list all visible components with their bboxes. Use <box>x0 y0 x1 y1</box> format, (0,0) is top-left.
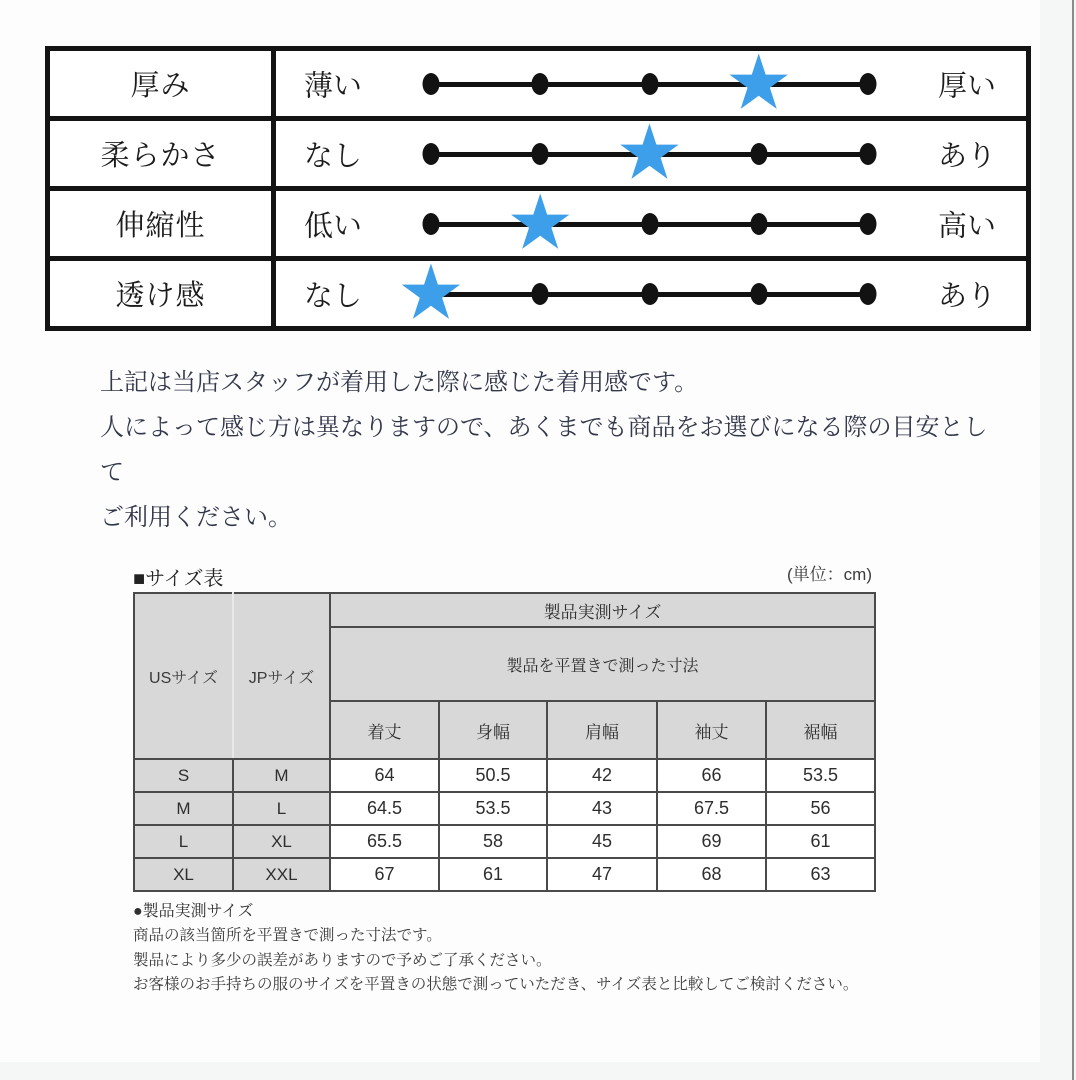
scale-dot <box>750 283 767 305</box>
measure-value: 47 <box>547 858 657 891</box>
scale-dot <box>860 143 877 165</box>
rating-scale <box>276 246 1026 336</box>
us-size-header: USサイズ <box>134 593 233 759</box>
scale-min-label: なし <box>304 280 363 312</box>
size-table-row <box>134 858 875 891</box>
footnote-line: お客様のお手持ちの服のサイズを平置きの状態で測っていただき、サイズ表と比較してご検討ください。 <box>133 976 859 993</box>
rating-star-icon: ★ <box>724 36 793 126</box>
rating-star-icon: ★ <box>396 246 466 336</box>
size-table-row <box>134 759 875 792</box>
us-size-cell: XL <box>134 858 233 891</box>
rating-star-icon: ★ <box>615 106 684 196</box>
measure-header: 袖丈 <box>657 701 766 759</box>
measure-value: 45 <box>547 825 657 858</box>
wear-feel-row-stretch <box>50 176 1026 266</box>
measure-header: 裾幅 <box>766 701 875 759</box>
scale-dot <box>750 143 767 165</box>
unit-label: (単位：cm) <box>787 565 872 584</box>
measure-value: 69 <box>657 825 766 858</box>
size-footnote <box>133 900 1013 998</box>
measure-value: 64.5 <box>330 792 439 825</box>
scale-max-label: あり <box>937 280 996 312</box>
rating-scale <box>276 176 1026 266</box>
measure-value: 53.5 <box>439 792 547 825</box>
scale-dot <box>423 143 440 165</box>
measure-header: 身幅 <box>439 701 547 759</box>
measure-value: 64 <box>330 759 439 792</box>
size-table <box>133 592 876 892</box>
scale-max-label: 高い <box>937 210 996 242</box>
rating-star-icon: ★ <box>506 176 575 266</box>
scale-max-label: あり <box>937 140 996 172</box>
property-label: 柔らかさ <box>50 121 276 186</box>
usage-note-line: 人によって感じ方は異なりますので、あくまでも商品をお選びになる際の目安として <box>100 414 988 486</box>
jp-size-cell: XL <box>233 825 330 858</box>
measure-value: 63 <box>766 858 875 891</box>
size-table-row <box>134 792 875 825</box>
scale-dot <box>860 283 877 305</box>
measure-value: 61 <box>766 825 875 858</box>
usage-note-line: 上記は当店スタッフが着用した際に感じた着用感です。 <box>100 369 699 396</box>
page-edge-line <box>1072 0 1074 1080</box>
wear-feel-row-sheerness <box>50 246 1026 336</box>
footnote-line: 製品により多少の誤差がありますので予めご了承ください。 <box>133 951 552 969</box>
property-label: 厚み <box>50 51 276 116</box>
scale-dot <box>641 73 658 95</box>
scale-dot <box>641 283 658 305</box>
measure-value: 58 <box>439 825 547 858</box>
scale-max-label: 厚い <box>937 70 996 102</box>
wear-feel-row-thickness <box>50 36 1026 126</box>
measure-value: 61 <box>439 858 547 891</box>
jp-size-cell: L <box>233 792 330 825</box>
us-size-cell: L <box>134 825 233 858</box>
scale-dot <box>860 73 877 95</box>
scale-min-label: なし <box>304 140 363 172</box>
footnote-heading: ●製品実測サイズ <box>133 903 254 920</box>
wear-feel-table <box>45 36 1031 336</box>
size-table-row <box>134 825 875 858</box>
scale-min-label: 低い <box>304 210 363 242</box>
footnote-line: 商品の該当箇所を平置きで測った寸法です。 <box>133 927 442 944</box>
measure-value: 56 <box>766 792 875 825</box>
measure-header: 肩幅 <box>547 701 657 759</box>
scale-dot <box>750 213 767 235</box>
rating-scale <box>276 106 1026 196</box>
measure-value: 67 <box>330 858 439 891</box>
jp-size-header: JPサイズ <box>233 593 330 759</box>
scale-dot <box>423 73 440 95</box>
size-section-title: ■サイズ表 <box>133 568 224 590</box>
scale-dot <box>423 213 440 235</box>
measure-value: 43 <box>547 792 657 825</box>
scale-dot <box>641 213 658 235</box>
jp-size-cell: M <box>233 759 330 792</box>
property-label: 透け感 <box>50 261 276 326</box>
scale-dot <box>532 283 549 305</box>
group-header: 製品実測サイズ <box>330 593 875 627</box>
measure-value: 68 <box>657 858 766 891</box>
scale-dot <box>860 213 877 235</box>
measure-value: 66 <box>657 759 766 792</box>
scale-dot <box>532 143 549 165</box>
usage-note-line: ご利用ください。 <box>100 504 292 531</box>
property-label: 伸縮性 <box>50 191 276 256</box>
usage-note <box>100 360 1000 540</box>
us-size-cell: M <box>134 792 233 825</box>
measure-value: 50.5 <box>439 759 547 792</box>
measure-value: 53.5 <box>766 759 875 792</box>
measure-header: 着丈 <box>330 701 439 759</box>
us-size-cell: S <box>134 759 233 792</box>
measure-value: 65.5 <box>330 825 439 858</box>
jp-size-cell: XXL <box>233 858 330 891</box>
scale-dot <box>532 73 549 95</box>
wear-feel-row-softness <box>50 106 1026 196</box>
group-subheader: 製品を平置きで測った寸法 <box>330 627 875 701</box>
measure-value: 42 <box>547 759 657 792</box>
scale-min-label: 薄い <box>304 70 363 102</box>
measure-value: 67.5 <box>657 792 766 825</box>
